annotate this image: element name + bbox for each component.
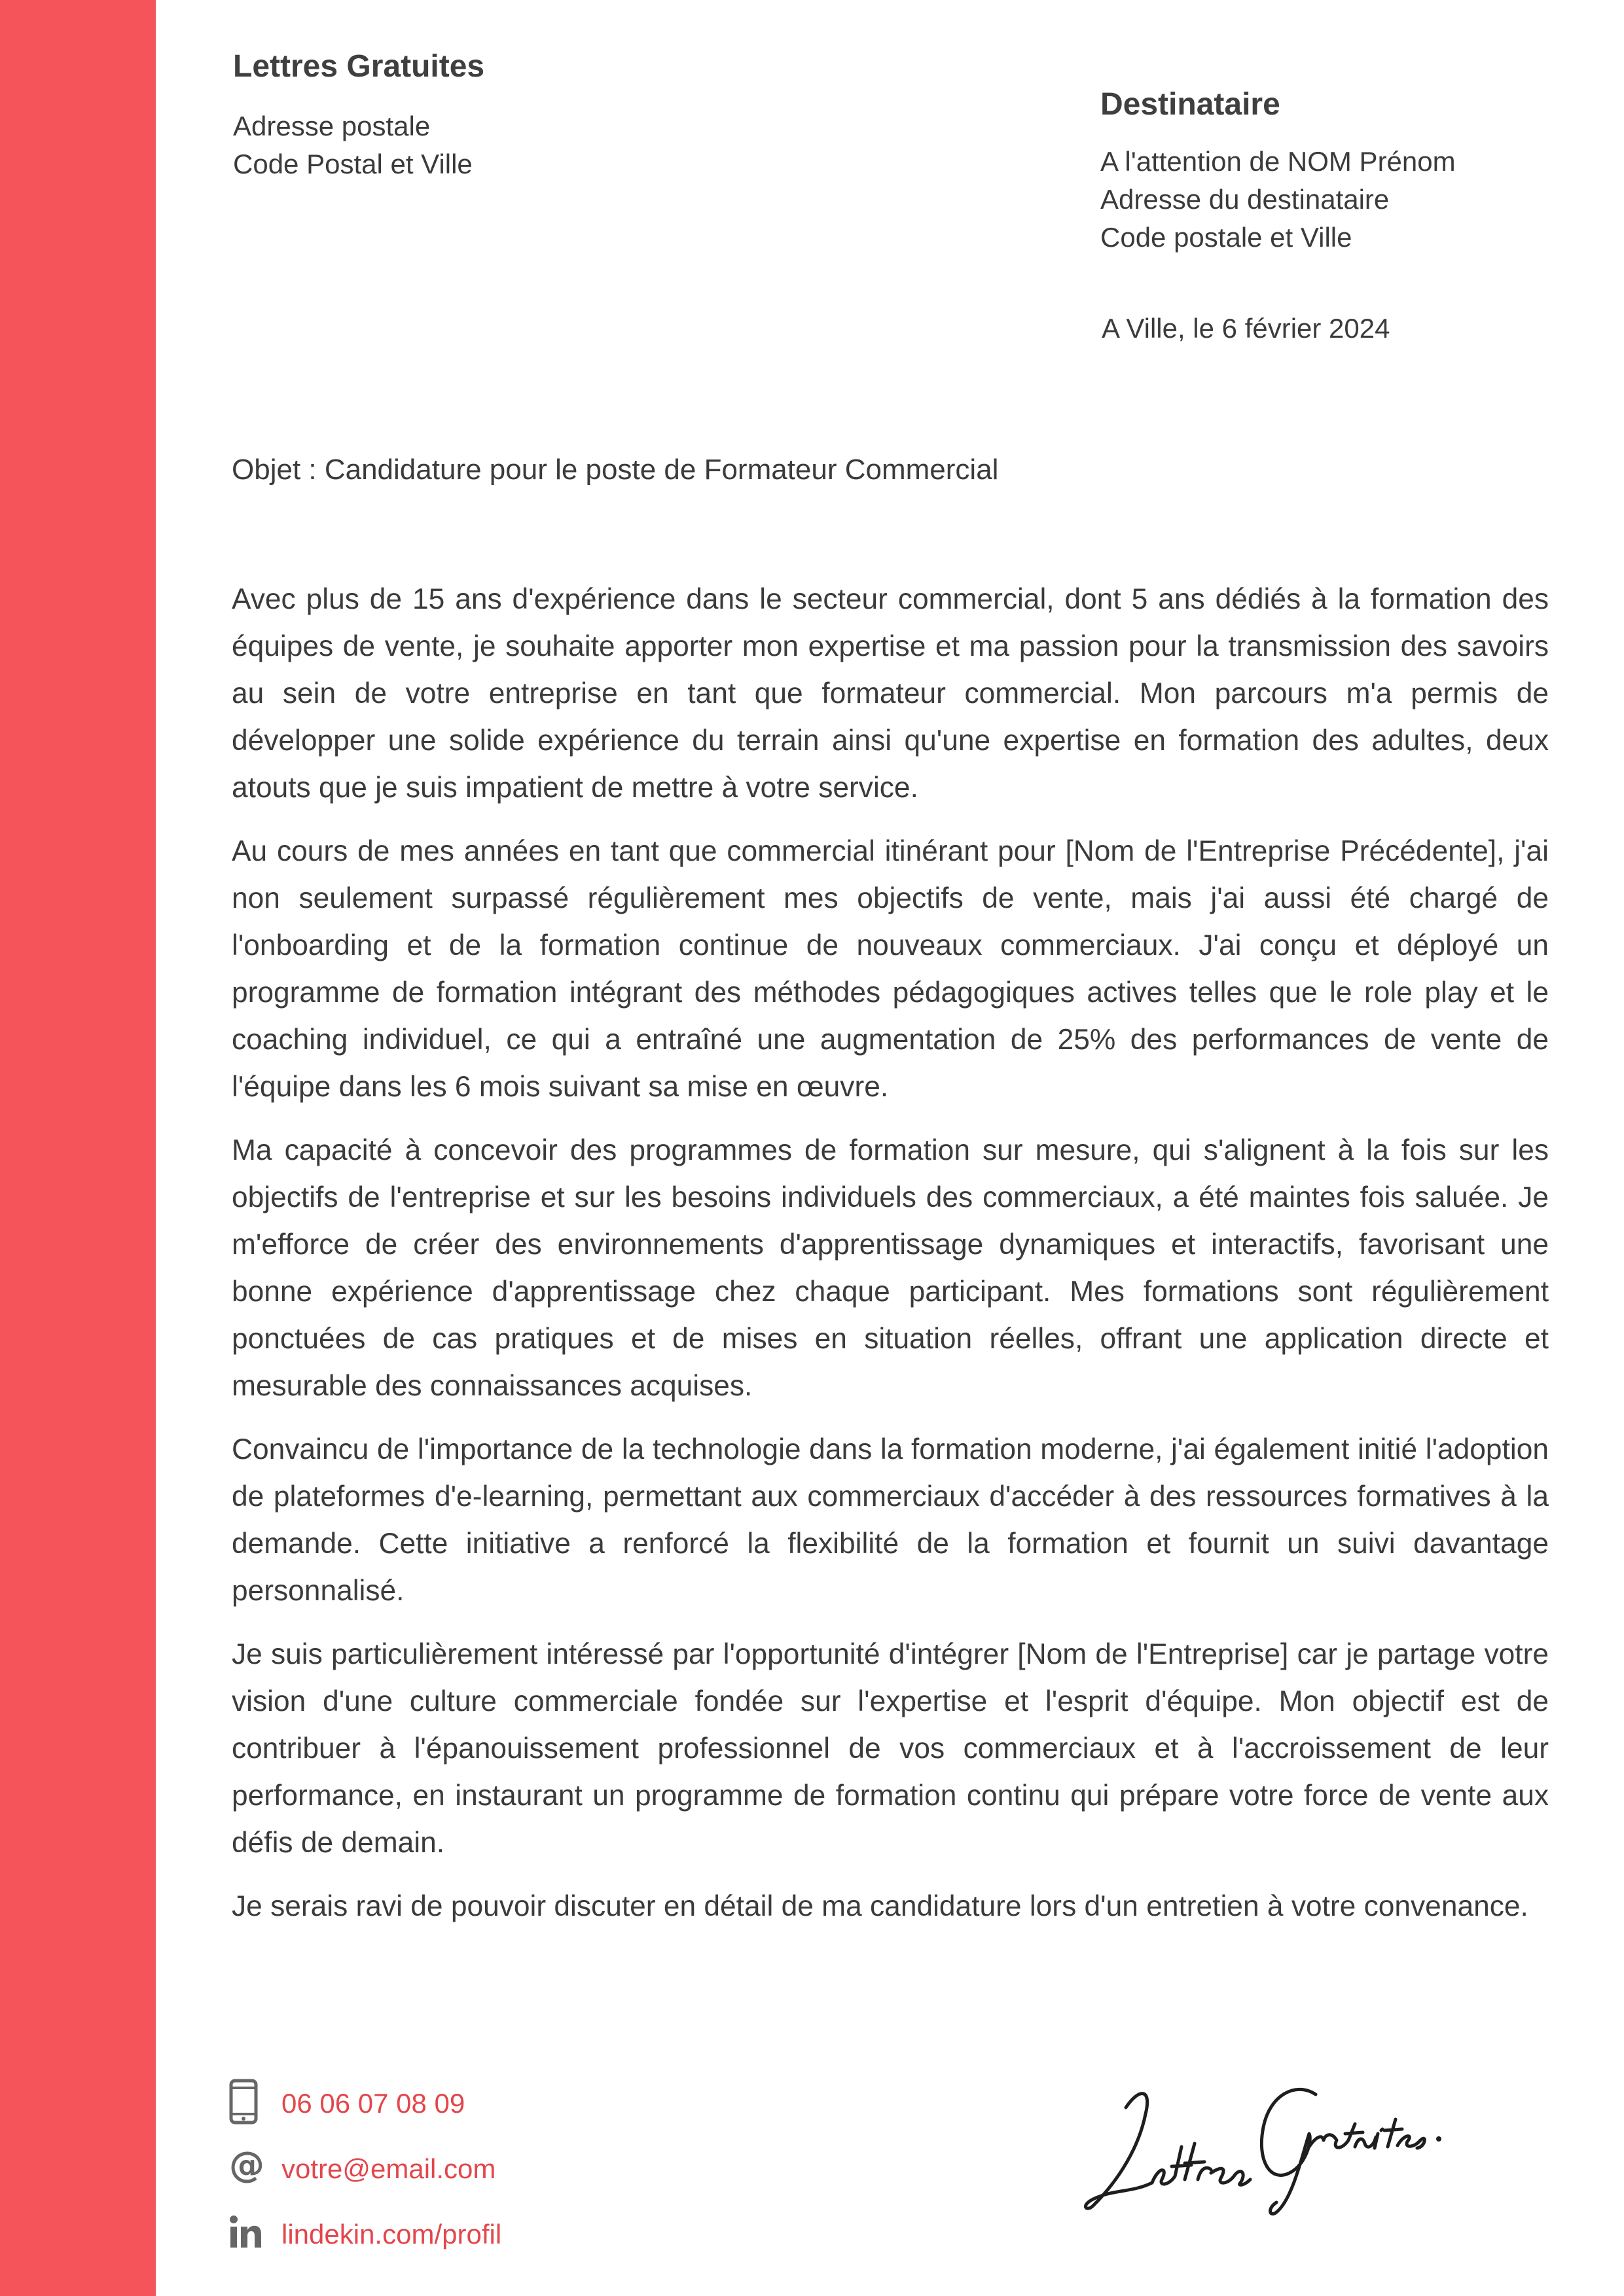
accent-sidebar: [0, 0, 156, 2296]
sender-postal-line: Code Postal et Ville: [233, 149, 473, 179]
body-paragraph: Je suis particulièrement intéressé par l'opportunité d'intégrer [Nom de l'Entreprise] car je partage votre vision d'une culture commerciale fondée sur l'expertise et l'esprit d'équipe. Mon objectif est de contribuer à l'épanouissement professionnel de vos commerciaux et à l'accroissement de leur performance, en instaurant un programme de formation continu qui prépare votre force de vente aux défis de demain.: [232, 1638, 1549, 1859]
signature: [1080, 2068, 1460, 2219]
body-paragraph: Ma capacité à concevoir des programmes de formation sur mesure, qui s'alignent à la fois sur les objectifs de l'entreprise et sur les besoins individuels des commerciaux, a été maintes fois saluée. Je m'efforce de créer des environnements d'apprentissage dynamiques et interactifs, favorisant une bonne expérience d'apprentissage chez chaque participant. Mes formations sont régulièrement ponctuées de cas pratiques et de mises en situation réelles, offrant une application directe et mesurable des connaissances acquises.: [232, 1134, 1549, 1402]
phone-icon: [229, 2079, 262, 2123]
recipient-address-line: Adresse du destinataire: [1100, 184, 1390, 215]
phone-number[interactable]: 06 06 07 08 09: [281, 2088, 465, 2119]
sender-name: Lettres Gratuites: [233, 49, 485, 84]
body-paragraph: Convaincu de l'importance de la technologie dans la formation moderne, j'ai également initié l'adoption de plateformes d'e-learning, permettant aux commerciaux d'accéder à des ressources formatives à la demande. Cette initiative a renforcé la flexibilité de la formation et fournit un suivi davantage personnalisé.: [232, 1433, 1549, 1607]
sender-address-line: Adresse postale: [233, 111, 431, 141]
recipient-attention-line: A l'attention de NOM Prénom: [1100, 146, 1456, 177]
recipient-block: [1100, 84, 1456, 257]
body-paragraph: Au cours de mes années en tant que commercial itinérant pour [Nom de l'Entreprise Précédente], j'ai non seulement surpassé régulièrement mes objectifs de vente, mais j'ai aussi été chargé de l'onboarding et de la formation continue de nouveaux commerciaux. J'ai conçu et déployé un programme de formation intégrant des méthodes pédagogiques actives telles que le role play et le coaching individuel, ce qui a entraîné une augmentation de 25% des performances de vente de l'équipe dans les 6 mois suivant sa mise en œuvre.: [232, 835, 1549, 1103]
linkedin-icon: [229, 2212, 262, 2257]
letter-date: A Ville, le 6 février 2024: [1102, 313, 1390, 344]
body-paragraph: Je serais ravi de pouvoir discuter en détail de ma candidature lors d'un entretien à votre convenance.: [232, 1890, 1528, 1922]
letter-body: [232, 576, 1549, 1946]
letter-subject: Objet : Candidature pour le poste de Formateur Commercial: [232, 454, 999, 486]
recipient-postal-line: Code postale et Ville: [1100, 222, 1352, 253]
svg-text:@: @: [229, 2145, 264, 2185]
at-icon: [229, 2145, 262, 2190]
recipient-title: Destinataire: [1100, 87, 1280, 122]
linkedin-link[interactable]: lindekin.com/profil: [281, 2219, 502, 2250]
body-paragraph: Avec plus de 15 ans d'expérience dans le secteur commercial, dont 5 ans dédiés à la formation des équipes de vente, je souhaite apporter mon expertise et ma passion pour la transmission des savoirs au sein de votre entreprise en tant que formateur commercial. Mon parcours m'a permis de développer une solide expérience du terrain ainsi qu'une expertise en formation des adultes, deux atouts que je suis impatient de mettre à votre service.: [232, 583, 1549, 804]
email-link[interactable]: votre@email.com: [281, 2153, 496, 2184]
sender-block: [233, 46, 484, 183]
